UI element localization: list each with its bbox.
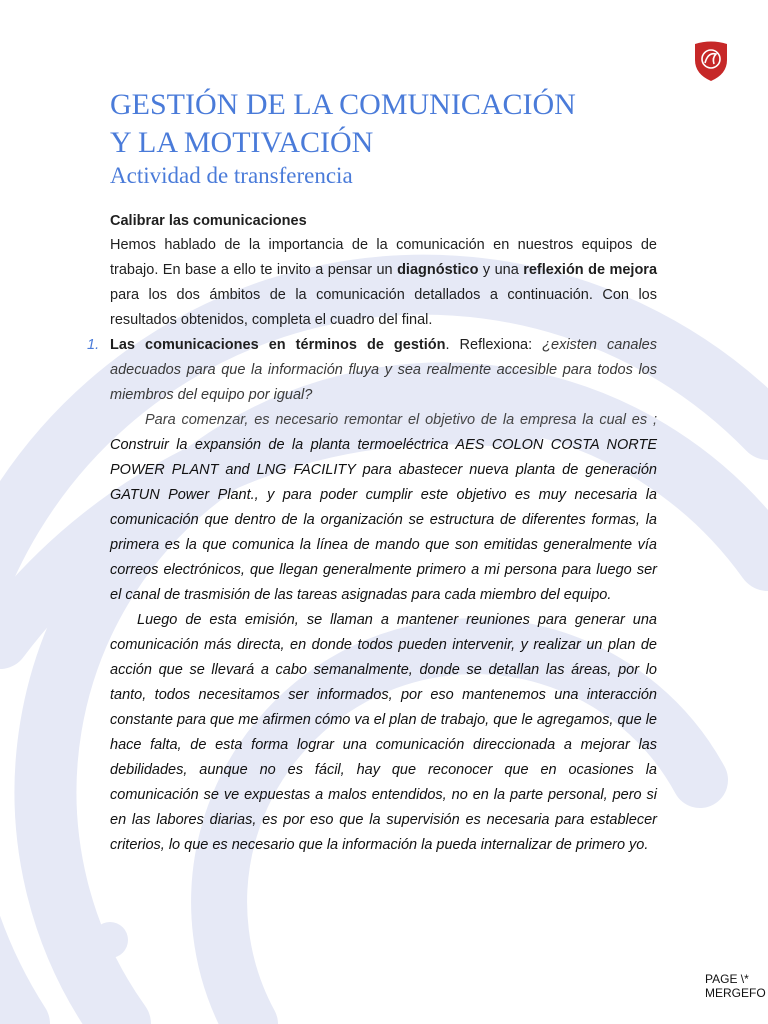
intro-text-2: y una — [478, 262, 524, 278]
footer-line-2: MERGEFO — [705, 986, 766, 1000]
footer-line-1: PAGE \* — [705, 972, 749, 986]
page-field-footer — [705, 970, 766, 1002]
intro-bold-reflexion: reflexión de mejora — [523, 262, 658, 278]
list-item-question: ¿existen canales adecuados para que la información fluya y sea realmente accesible para todos los miembros del equipo por igual? — [110, 337, 657, 403]
title-line-1: GESTIÓN DE LA COMUNICACIÓN — [110, 88, 576, 121]
list-item-1 — [87, 333, 657, 858]
list-item-text — [110, 333, 657, 408]
section-title: Calibrar las comunicaciones — [110, 213, 307, 229]
intro-bold-diagnostico: diagnóstico — [397, 262, 479, 278]
document-title — [110, 86, 657, 162]
shield-crest-icon — [692, 40, 730, 82]
intro-text-1: Hemos hablado de la importancia de la comunicación en nuestros equipos de trabajo. En base a ello te invito a pensar un — [110, 237, 657, 278]
list-item-heading: Las comunicaciones en términos de gestión — [110, 337, 446, 353]
list-item-lead: . Reflexiona: — [445, 337, 543, 353]
list-number: 1. — [87, 337, 100, 353]
answer-1-lead: Para comenzar, es necesario remontar el objetivo de la empresa la cual es ; — [145, 412, 657, 428]
document-subtitle: Actividad de transferencia — [110, 163, 353, 188]
intro-paragraph — [110, 233, 657, 333]
answer-paragraph-1 — [110, 408, 657, 608]
intro-text-3: para los dos ámbitos de la comunicación detallados a continuación. Con los resultados obtenidos, completa el cuadro del final. — [110, 287, 657, 328]
answer-paragraph-2: Luego de esta emisión, se llaman a mantener reuniones para generar una comunicación más directa, en donde todos pueden intervenir, y realizar un plan de acción que se llevará a cabo semanalmente, donde se detallan las áreas, por lo tanto, todos necesitamos ser informados, por eso mantenemos una interacción constante para que me afirmen cómo va el plan de trabajo, que le agregamos, que le hace falta, de esta forma lograr una comunicación direccionada a mejorar las debilidades, aunque no es fácil, hay que reconocer que en ocasiones la comunicación se ve expuestas a malos entendidos, no en la parte personal, pero si en las labores diarias, es por eso que la supervisión es necesaria para establecer criterios, lo que es necesario que la información la pueda internalizar de primero yo. — [110, 612, 657, 853]
document-body — [87, 86, 658, 858]
answer-1-body: Construir la expansión de la planta termoeléctrica AES COLON COSTA NORTE POWER PLANT and LNG FACILITY para abastecer nueva planta de generación GATUN Power Plant., y para poder cumplir este objetivo es muy necesaria la comunicación que dentro de la organización se estructura de diferentes formas, la primera es la que comunica la línea de mando que son emitidas generalmente vía correos electrónicos, que llegan generalmente primero a mi persona para luego ser el canal de trasmisión de las tareas asignadas para cada miembro del equipo. — [110, 437, 657, 603]
title-line-2: Y LA MOTIVACIÓN — [110, 126, 374, 159]
